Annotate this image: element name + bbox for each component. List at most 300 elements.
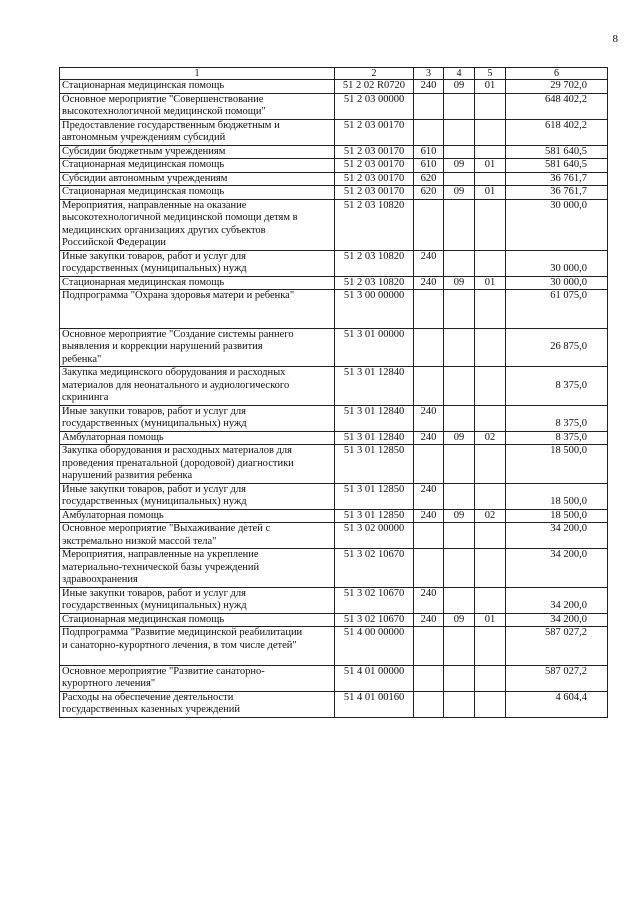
row-amount-value: 18 500,0 (550, 509, 587, 521)
row-name-cell (60, 431, 335, 445)
row-amount-cell (506, 250, 608, 276)
row-name-line: Мероприятия, направленные на оказание (62, 199, 247, 211)
row-code-cell (335, 665, 414, 691)
row-expense-type-value: 610 (420, 159, 437, 170)
row-name-cell (60, 145, 335, 159)
row-section-cell (444, 587, 475, 613)
row-code-value: 51 2 03 00170 (343, 119, 405, 131)
row-subsection-value: 01 (484, 80, 496, 91)
row-name-line: проведения пренатальной (дородовой) диагностики (62, 457, 294, 469)
row-name-line: Субсидии автономным учреждениям (62, 172, 228, 184)
row-subsection-cell (475, 587, 506, 613)
row-name-line: ребенка" (62, 353, 102, 365)
row-amount-value: 648 402,2 (545, 93, 587, 105)
row-name-line: курортного лечения" (62, 678, 156, 689)
row-expense-type-cell (414, 665, 444, 691)
row-name-line: Иные закупки товаров, работ и услуг для (62, 483, 246, 495)
table-row (60, 523, 608, 549)
row-code-cell (335, 159, 414, 173)
row-subsection-cell (475, 431, 506, 445)
table-row (60, 328, 608, 367)
row-name-line: Закупка оборудования и расходных материалов для (62, 445, 292, 456)
row-amount-value: 4 604,4 (555, 691, 587, 703)
row-amount-value: 8 375,0 (555, 431, 587, 443)
row-subsection-cell (475, 145, 506, 159)
table-row (60, 276, 608, 290)
row-section-value: 09 (453, 431, 465, 443)
row-code-value: 51 2 03 10820 (343, 250, 405, 262)
row-expense-type-cell (414, 613, 444, 627)
row-name-line: Основное мероприятие "Совершенствование (62, 93, 264, 105)
row-code-cell (335, 509, 414, 523)
row-amount-value: 34 200,0 (550, 600, 587, 611)
row-code-cell (335, 549, 414, 588)
table-row (60, 80, 608, 94)
row-expense-type-cell (414, 159, 444, 173)
row-section-cell (444, 367, 475, 406)
row-code-value: 51 3 02 10670 (343, 587, 405, 599)
row-name-cell (60, 665, 335, 691)
table-row (60, 367, 608, 406)
row-subsection-cell (475, 483, 506, 509)
row-expense-type-cell (414, 276, 444, 290)
row-expense-type-value: 610 (420, 145, 437, 157)
row-section-cell (444, 627, 475, 666)
header-cell: 4 (444, 68, 475, 80)
row-expense-type-value: 620 (420, 186, 437, 197)
row-section-cell (444, 80, 475, 94)
row-code-value: 51 3 00 00000 (343, 290, 405, 301)
row-expense-type-value: 240 (420, 276, 437, 288)
row-name-cell (60, 367, 335, 406)
row-subsection-cell (475, 691, 506, 717)
table-row (60, 613, 608, 627)
row-section-cell (444, 613, 475, 627)
row-code-cell (335, 431, 414, 445)
row-amount-cell (506, 445, 608, 484)
row-amount-value: 587 027,2 (545, 627, 587, 638)
row-subsection-cell (475, 549, 506, 588)
table-row (60, 93, 608, 119)
table-row (60, 665, 608, 691)
row-amount-value: 34 200,0 (550, 549, 587, 560)
table-row (60, 483, 608, 509)
row-name-cell (60, 691, 335, 717)
row-name-line (62, 652, 332, 665)
table-header-row (60, 68, 608, 80)
row-subsection-cell (475, 250, 506, 276)
row-amount-cell (506, 328, 608, 367)
header-cell: 2 (335, 68, 414, 80)
row-name-cell (60, 627, 335, 666)
row-subsection-cell (475, 328, 506, 367)
row-name-cell (60, 549, 335, 588)
row-name-line: Расходы на обеспечение деятельности (62, 691, 234, 703)
row-name-cell (60, 587, 335, 613)
row-code-cell (335, 290, 414, 329)
row-amount-cell (506, 549, 608, 588)
row-code-cell (335, 483, 414, 509)
row-expense-type-value: 240 (420, 80, 437, 91)
row-name-line: Амбулаторная помощь (62, 509, 164, 521)
row-section-cell (444, 691, 475, 717)
header-cell: 3 (414, 68, 444, 80)
row-expense-type-cell (414, 186, 444, 200)
row-expense-type-value: 240 (420, 431, 437, 443)
table-row (60, 159, 608, 173)
row-subsection-value: 01 (484, 159, 496, 170)
row-subsection-cell (475, 80, 506, 94)
row-expense-type-cell (414, 405, 444, 431)
row-amount-cell (506, 431, 608, 445)
row-name-cell (60, 445, 335, 484)
row-expense-type-value: 240 (420, 250, 437, 262)
row-amount-cell (506, 523, 608, 549)
row-code-value: 51 4 00 00000 (343, 627, 405, 638)
row-section-cell (444, 250, 475, 276)
row-code-cell (335, 186, 414, 200)
row-name-line: высокотехнологичной медицинской помощи детям в (62, 212, 298, 223)
table-row (60, 145, 608, 159)
table-row (60, 445, 608, 484)
row-amount-cell (506, 627, 608, 666)
row-code-cell (335, 119, 414, 145)
row-expense-type-cell (414, 431, 444, 445)
table-row (60, 199, 608, 250)
row-section-value: 09 (453, 613, 465, 625)
row-amount-cell (506, 119, 608, 145)
table-row (60, 290, 608, 329)
row-section-cell (444, 290, 475, 329)
row-expense-type-cell (414, 250, 444, 276)
row-name-line: Стационарная медицинская помощь (62, 80, 225, 91)
row-name-line: Основное мероприятие "Создание системы раннего (62, 328, 294, 340)
row-section-cell (444, 172, 475, 186)
row-amount-cell (506, 665, 608, 691)
row-amount-value: 36 761,7 (550, 186, 587, 197)
row-amount-cell (506, 145, 608, 159)
row-name-line: Стационарная медицинская помощь (62, 186, 225, 197)
row-code-cell (335, 172, 414, 186)
row-code-value: 51 3 01 12850 (343, 483, 405, 495)
row-subsection-cell (475, 367, 506, 406)
row-amount-value: 587 027,2 (545, 665, 587, 677)
row-name-line: автономным учреждениям субсидий (62, 132, 226, 143)
row-name-cell (60, 276, 335, 290)
row-name-line: Мероприятия, направленные на укрепление (62, 549, 259, 560)
row-expense-type-cell (414, 627, 444, 666)
row-code-value: 51 3 01 12850 (343, 445, 405, 456)
row-section-value: 09 (453, 159, 465, 170)
row-subsection-cell (475, 665, 506, 691)
row-name-line: Закупка медицинского оборудования и расходных (62, 367, 286, 378)
row-code-value: 51 3 01 12840 (343, 431, 405, 443)
row-amount-value: 29 702,0 (550, 80, 587, 91)
row-name-cell (60, 509, 335, 523)
row-name-line: Иные закупки товаров, работ и услуг для (62, 587, 246, 599)
row-name-line: скрининга (62, 392, 109, 403)
row-name-cell (60, 80, 335, 94)
row-subsection-cell (475, 290, 506, 329)
row-expense-type-cell (414, 328, 444, 367)
row-section-value: 09 (453, 276, 465, 288)
row-name-line: Подпрограмма "Развитие медицинской реабилитации (62, 627, 303, 638)
table-row (60, 549, 608, 588)
row-code-value: 51 2 03 00170 (343, 159, 405, 170)
row-code-cell (335, 613, 414, 627)
row-expense-type-cell (414, 199, 444, 250)
row-expense-type-value: 240 (420, 405, 437, 417)
row-section-cell (444, 186, 475, 200)
row-code-cell (335, 691, 414, 717)
row-code-value: 51 2 03 00170 (343, 172, 405, 184)
row-code-cell (335, 328, 414, 367)
row-expense-type-value: 620 (420, 172, 437, 184)
row-amount-value: 581 640,5 (545, 159, 587, 170)
row-section-cell (444, 523, 475, 549)
row-name-line: государственных (муниципальных) нужд (62, 418, 247, 429)
row-subsection-cell (475, 159, 506, 173)
row-subsection-value: 01 (484, 613, 496, 625)
row-code-cell (335, 627, 414, 666)
row-amount-cell (506, 509, 608, 523)
row-expense-type-cell (414, 549, 444, 588)
row-expense-type-cell (414, 93, 444, 119)
row-name-line: Основное мероприятие "Выхаживание детей с (62, 523, 271, 534)
row-name-cell (60, 523, 335, 549)
row-expense-type-cell (414, 119, 444, 145)
row-expense-type-cell (414, 523, 444, 549)
header-cell: 5 (475, 68, 506, 80)
row-subsection-cell (475, 93, 506, 119)
row-name-cell (60, 328, 335, 367)
header-cell: 1 (60, 68, 335, 80)
row-name-line: Подпрограмма "Охрана здоровья матери и ребенка" (62, 290, 295, 301)
row-name-line: и санаторно-курортного лечения, в том числе детей" (62, 639, 297, 651)
row-amount-value: 36 761,7 (550, 172, 587, 184)
row-code-value: 51 2 03 00170 (343, 186, 405, 197)
row-code-cell (335, 199, 414, 250)
row-section-cell (444, 93, 475, 119)
row-code-value: 51 3 02 00000 (343, 523, 405, 534)
row-section-cell (444, 119, 475, 145)
row-name-line: Стационарная медицинская помощь (62, 276, 225, 288)
row-name-cell (60, 93, 335, 119)
row-code-value: 51 3 01 12840 (343, 405, 405, 417)
row-amount-cell (506, 93, 608, 119)
row-code-value: 51 2 02 R0720 (342, 80, 406, 91)
row-amount-value: 8 375,0 (555, 379, 587, 391)
row-amount-value: 26 875,0 (550, 341, 587, 352)
row-code-cell (335, 405, 414, 431)
row-name-line: медицинских организациях других субъектов (62, 224, 266, 236)
row-name-cell (60, 613, 335, 627)
row-name-line: Иные закупки товаров, работ и услуг для (62, 405, 246, 417)
row-name-line: материалов для неонатального и аудиологического (62, 379, 290, 391)
row-code-value: 51 2 03 10820 (343, 276, 405, 288)
row-section-value: 09 (453, 509, 465, 521)
row-amount-value: 581 640,5 (545, 145, 587, 157)
row-amount-cell (506, 199, 608, 250)
row-code-value: 51 4 01 00160 (343, 691, 405, 703)
row-amount-cell (506, 186, 608, 200)
row-section-cell (444, 509, 475, 523)
row-amount-value: 18 500,0 (550, 445, 587, 456)
table-row (60, 405, 608, 431)
row-name-cell (60, 250, 335, 276)
row-subsection-value: 01 (484, 276, 496, 288)
table-row (60, 691, 608, 717)
row-code-cell (335, 523, 414, 549)
row-expense-type-value: 240 (420, 587, 437, 599)
row-name-line: государственных (муниципальных) нужд (62, 496, 247, 507)
row-section-value: 09 (453, 186, 465, 197)
row-name-line: Амбулаторная помощь (62, 431, 164, 443)
row-subsection-cell (475, 276, 506, 290)
row-name-line: экстремально низкой массой тела" (62, 535, 217, 547)
table-row (60, 186, 608, 200)
row-code-cell (335, 93, 414, 119)
row-subsection-value: 02 (484, 431, 496, 443)
row-subsection-cell (475, 172, 506, 186)
row-subsection-cell (475, 523, 506, 549)
row-expense-type-cell (414, 145, 444, 159)
row-name-line: государственных казенных учреждений (62, 704, 241, 715)
row-section-cell (444, 199, 475, 250)
table-row (60, 587, 608, 613)
row-section-cell (444, 276, 475, 290)
row-code-cell (335, 445, 414, 484)
row-code-value: 51 3 02 10670 (343, 613, 405, 625)
row-amount-value: 34 200,0 (550, 613, 587, 625)
row-amount-value: 34 200,0 (550, 523, 587, 534)
row-subsection-cell (475, 405, 506, 431)
row-name-line: материально-технической базы учреждений (62, 561, 260, 573)
row-amount-value: 30 000,0 (550, 263, 587, 274)
row-expense-type-value: 240 (420, 483, 437, 495)
row-amount-value: 8 375,0 (555, 418, 587, 429)
table-row (60, 627, 608, 666)
row-code-value: 51 3 02 10670 (343, 549, 405, 560)
row-amount-value: 30 000,0 (550, 276, 587, 288)
row-code-value: 51 3 01 12840 (343, 367, 405, 378)
row-subsection-cell (475, 199, 506, 250)
row-name-line: Предоставление государственным бюджетным и (62, 119, 280, 131)
row-section-cell (444, 665, 475, 691)
row-name-line: нарушений развития ребенка (62, 470, 193, 481)
row-subsection-cell (475, 627, 506, 666)
row-section-cell (444, 328, 475, 367)
table-row (60, 172, 608, 186)
row-name-line: Иные закупки товаров, работ и услуг для (62, 250, 246, 262)
row-subsection-value: 02 (484, 509, 496, 521)
row-code-cell (335, 145, 414, 159)
row-subsection-cell (475, 186, 506, 200)
row-section-cell (444, 159, 475, 173)
row-name-cell (60, 199, 335, 250)
row-amount-cell (506, 613, 608, 627)
budget-table (59, 67, 608, 718)
row-section-cell (444, 549, 475, 588)
row-amount-cell (506, 691, 608, 717)
row-amount-cell (506, 367, 608, 406)
row-amount-cell (506, 172, 608, 186)
row-name-line: здравоохранения (62, 574, 138, 585)
row-name-line: Российской Федерации (62, 237, 166, 248)
row-name-cell (60, 405, 335, 431)
row-expense-type-value: 240 (420, 613, 437, 625)
row-code-cell (335, 250, 414, 276)
row-expense-type-cell (414, 445, 444, 484)
row-amount-cell (506, 80, 608, 94)
row-name-cell (60, 290, 335, 329)
row-code-cell (335, 367, 414, 406)
table-row (60, 250, 608, 276)
row-name-line: Стационарная медицинская помощь (62, 613, 225, 625)
row-name-cell (60, 483, 335, 509)
row-amount-value: 61 075,0 (550, 290, 587, 301)
row-amount-value: 618 402,2 (545, 119, 587, 131)
row-code-value: 51 2 03 00170 (343, 145, 405, 157)
row-code-value: 51 2 03 10820 (343, 199, 405, 211)
row-name-cell (60, 172, 335, 186)
row-code-cell (335, 587, 414, 613)
row-amount-cell (506, 290, 608, 329)
row-subsection-cell (475, 509, 506, 523)
row-section-cell (444, 483, 475, 509)
row-subsection-cell (475, 119, 506, 145)
row-name-line (62, 303, 332, 316)
table-row (60, 509, 608, 523)
row-subsection-cell (475, 613, 506, 627)
row-name-line: государственных (муниципальных) нужд (62, 263, 247, 274)
row-section-value: 09 (453, 80, 465, 91)
table-row (60, 431, 608, 445)
row-amount-value: 30 000,0 (550, 199, 587, 211)
row-subsection-value: 01 (484, 186, 496, 197)
row-section-cell (444, 405, 475, 431)
row-amount-cell (506, 405, 608, 431)
row-name-cell (60, 159, 335, 173)
row-code-cell (335, 80, 414, 94)
row-code-value: 51 3 01 00000 (343, 328, 405, 340)
row-code-cell (335, 276, 414, 290)
row-section-cell (444, 445, 475, 484)
row-expense-type-cell (414, 290, 444, 329)
row-name-cell (60, 186, 335, 200)
row-name-line: высокотехнологичной медицинской помощи" (62, 106, 266, 117)
page-number: 8 (612, 33, 618, 45)
row-section-cell (444, 145, 475, 159)
row-amount-cell (506, 276, 608, 290)
row-expense-type-value: 240 (420, 509, 437, 521)
row-code-value: 51 4 01 00000 (343, 665, 405, 677)
row-amount-cell (506, 159, 608, 173)
row-expense-type-cell (414, 483, 444, 509)
header-cell: 6 (506, 68, 608, 80)
row-subsection-cell (475, 445, 506, 484)
row-code-value: 51 2 03 00000 (343, 93, 405, 105)
row-code-value: 51 3 01 12850 (343, 509, 405, 521)
row-expense-type-cell (414, 691, 444, 717)
row-name-cell (60, 119, 335, 145)
row-amount-cell (506, 483, 608, 509)
row-expense-type-cell (414, 509, 444, 523)
table-row (60, 119, 608, 145)
row-expense-type-cell (414, 367, 444, 406)
row-name-line: Основное мероприятие "Развитие санаторно- (62, 665, 265, 677)
row-amount-cell (506, 587, 608, 613)
